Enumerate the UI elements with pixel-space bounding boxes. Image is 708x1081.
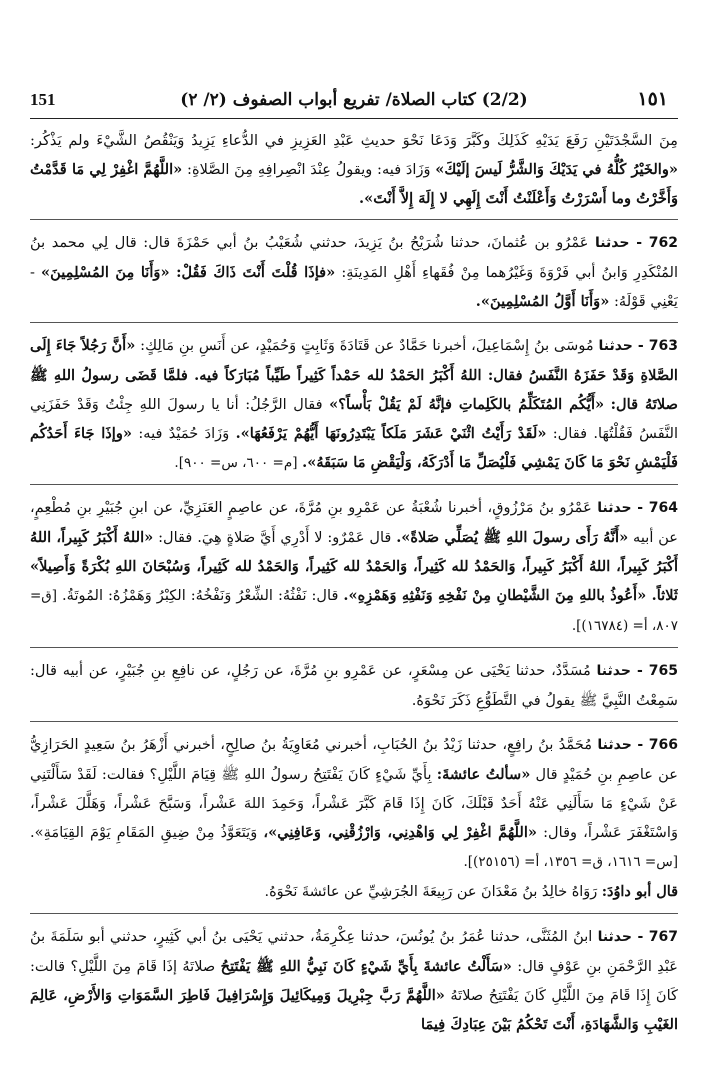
hadith-quote: «فإذَا قُلْتَ أَنْتَ ذَاكَ فَقُلْ: «وَأَنَا مِنَ المُسْلِمِينَ» (41, 264, 336, 281)
hadith-text: وَيَتَعَوَّذُ مِنْ ضِيقِ المَقَامِ يَوْمَ القِيَامَةِ». (30, 824, 258, 841)
page-header (20, 88, 688, 114)
hadith-763 (30, 331, 678, 478)
hadith-text: مُحَمَّدُ بنُ رافِعٍ، حدثنا زَيْدُ بنُ الحُبَابِ، أخبرني مُعَاوِيَةُ بنُ صالِحٍ، أخبرني أَزْهَرُ بنُ سَعِيدٍ الحَرَازِيُّ عن عاصِمِ بنِ حُمَيْدٍ قال (30, 736, 678, 783)
hadith-reference: [م= ٦٠٠، س= ٩٠٠]. (174, 455, 298, 471)
hadith-text: مُسَدَّدٌ، حدثنا يَحْيَى عن مِسْعَرٍ، عن عَمْرِو بنِ مُرَّةَ، عن رَجُلٍ، عن نافِعِ بنِ جُبَيْرٍ، عن أبيه قال: سَمِعْتُ النَّبِيَّ ﷺ يقولُ في التَّطَوُّعِ ذَكَرَ نَحْوَهُ. (30, 662, 678, 709)
note-label: قال أبو داوُدَ: (601, 883, 678, 900)
intro-text-1: مِنَ السَّجْدَتَيْنِ رَفَعَ يَدَيْهِ كَذَلِكَ وكَبَّرَ وَدَعَا نَحْوَ حديثِ عَبْدِ العَزِيزِ في الدُّعاءِ يَزِيدُ وَيَنْقُصُ الشَّيْءَ ولم يَذْكُر: (30, 132, 678, 149)
hadith-text: وَزَادَ حُمَيْدٌ فيه: (138, 425, 230, 442)
intro-paragraph (30, 126, 678, 213)
hadith-number: 762 - حدثنا (595, 235, 678, 251)
hadith-quote: «سَأَلْتُ عائشةَ بِأَيِّ شَيْءٍ كَانَ نَبِيُّ اللهِ ﷺ يَفْتَتِحُ (220, 958, 512, 975)
hadith-number: 765 - حدثنا (596, 663, 678, 679)
hadith-text: ابنُ المُثَنَّى، حدثنا عُمَرُ بنُ يُونُسَ، حدثنا عِكْرِمَةُ، حدثني يَحْيَى بنُ أبي كَثِيرٍ، حدثني أبو سَلَمَةَ بنُ عَبْدِ الرَّحْمَنِ بنِ عَوْفٍ قال: (30, 928, 678, 975)
hadith-quote: «اللَّهُمَّ اغْفِرْ لِي وَاهْدِنِي، وَارْزُقْنِي، وَعَافِنِي»، (263, 824, 538, 841)
hadith-number: 767 - حدثنا (597, 929, 678, 945)
divider (30, 322, 678, 323)
hadith-765 (30, 656, 678, 715)
intro-text-2: وَزَادَ فيه: ويقولُ عِنْدَ انْصِرافِهِ مِنَ الصَّلاةِ: (187, 161, 431, 178)
hadith-766 (30, 730, 678, 877)
header-rule (30, 118, 678, 119)
running-title: (2/2) كتاب الصلاة/ تفريع أبواب الصفوف (٢/ ٢) (180, 90, 528, 110)
hadith-text: قال: نَفْثُهُ: الشِّعْرُ وَنَفْخُهُ: الكِبْرُ وَهَمْزُهُ: المُوتَةُ. (62, 587, 339, 604)
hadith-quote: «وإذَا جَاءَ أَحَدُكُم فَلْيَمْشِ نَحْوَ مَا كَانَ يَمْشِي فَلْيُصَلِّ مَا أَدْرَكَهُ، وَلْيَقْضِ مَا سَبَقَهُ». (30, 425, 678, 471)
intro-quote-1: «والخَيْرُ كُلُّهُ في يَدَيْكَ وَالشَّرُّ لَيسَ إلَيْكَ» (435, 161, 678, 178)
divider (30, 647, 678, 648)
divider (30, 721, 678, 722)
intro-quote-2: «اللَّهُمَّ اغْفِرْ لِي مَا قَدَّمْتُ وَأَخَّرْتُ وما أَسْرَرْتُ وَأَعْلَنْتُ أَنْتَ إِلَهِي لا إِلَهَ إِلاَّ أَنْتَ». (30, 161, 678, 207)
abu-dawud-note (30, 877, 678, 907)
hadith-quote: «وَأَنَا أَوَّلُ المُسْلِمِينَ». (475, 293, 610, 310)
hadith-text: عَمْرُو بن عُثمانَ، حدثنا شُرَيْحُ بنُ يَزِيدَ، حدثني شُعَيْبُ بنُ أبي حَمْزَةَ قال: قال لِي محمد بنُ المُنْكَدِرِ وَابنُ أبي فَرْوَةَ وَغَيْرُهما مِنْ فُقَهاءِ أَهْلِ المَدِينَةِ: (30, 234, 678, 281)
hadith-quote: «أَنَّهُ رَأَى رسولَ اللهِ ﷺ يُصَلِّي صَلاةً». (396, 529, 629, 546)
divider (30, 219, 678, 220)
hadith-quote: «اللَّهُمَّ رَبَّ جِبْرِيلَ وَمِيكَائِيلَ وَإِسْرَافِيلَ فَاطِرَ السَّمَوَاتِ وَالأَرْضِ، عَالِمَ الغَيْبِ وَالشَّهَادَةِ، أَنْتَ تَحْكُمُ بَيْنَ عِبَادِكَ فِيمَا (30, 987, 678, 1033)
hadith-text: - يَعْنِي قَوْلَهُ: (30, 264, 678, 310)
hadith-number: 764 - حدثنا (597, 500, 678, 516)
hadith-762 (30, 228, 678, 316)
hadith-text: مُوسَى بنُ إِسْمَاعِيلَ، أخبرنا حَمَّادٌ عن قَتَادَةَ وَثَابِتٍ وَحُمَيْدٍ، عن أَنَسِ بنِ مَالِكٍ: (140, 337, 594, 354)
page-number-arabic: ١٥١ (637, 88, 668, 110)
hadith-text: صلاتَهُ إذَا قَامَ مِنَ اللَّيْلِ؟ قالت: كَانَ إِذَا قَامَ مِنَ اللَّيْلِ كَانَ يَفْتَتِحُ صلاتَهُ (30, 958, 678, 1004)
divider (30, 484, 678, 485)
hadith-text: عَمْرُو بنُ مَرْزُوقٍ، أخبرنا شُعْبَةُ عن عَمْرِو بنِ مُرَّةَ، عن عاصِمٍ العَنَزِيِّ، عن ابنِ جُبَيْرِ بنِ مُطْعِمٍ، عن أبيه (30, 499, 678, 546)
hadith-764 (30, 493, 678, 641)
page-body (30, 126, 678, 1075)
hadith-text: بِأَيِّ شَيْءٍ كَانَ يَفْتَتِحُ رسولُ اللهِ ﷺ قِيَامَ اللَّيْلِ؟ فقالت: لَقَدْ سَأَلْتَنِي عَنْ شَيْءٍ مَا سَأَلَنِي عَنْهُ أَحَدٌ قَبْلَكَ، كَانَ إِذَا قَامَ كَبَّرَ عَشْراً، وَحَمِدَ اللهَ عَشْراً، وَسَبَّحَ عَشْراً، وَهَلَّلَ عَشْراً، وَاسْتَغْفَرَ عَشْراً، وقال: (30, 766, 678, 841)
hadith-number: 766 - حدثنا (597, 737, 678, 753)
hadith-quote: «أَنَّ رَجُلاً جَاءَ إِلَى الصَّلاةِ وَقَدْ حَفَزَهُ النَّفَسُ فقال: اللهُ أَكْبَرُ الحَمْدُ لله حَمْداً كَثِيراً طَيِّباً مُبَارَكاً فيه. فلمَّا قَضَى رسولُ اللهِ ﷺ صلاتَهُ قال: (30, 337, 678, 413)
hadith-text: قال عَمْرٌو: لا أَدْرِي أَيَّ صَلاةٍ هِيَ. فقال: (158, 529, 392, 546)
divider (30, 913, 678, 914)
hadith-reference: [ق= ٨٠٧، أ= (١٦٧٨٤)]. (30, 588, 678, 634)
hadith-number: 763 - حدثنا (598, 338, 678, 354)
hadith-quote: «اللهُ أَكْبَرُ كَبِيراً، اللهُ أَكْبَرُ كَبِيراً، اللهُ أَكْبَرُ كَبِيراً، وَالحَمْدُ لله كَثِيراً، وَالحَمْدُ لله كَثِيراً، وَالحَمْدُ لله كَثِيراً، وَسُبْحَانَ اللهِ بُكْرَةً وَأَصِيلاً» ثَلاثاً. «أَعُوذُ باللهِ مِنَ الشَّيْطانِ مِنْ نَفْخِهِ وَنَفْثِهِ وَهَمْزِهِ». (30, 529, 678, 604)
hadith-quote: «لَقَدْ رَأَيْتُ اثْنَيْ عَشَرَ مَلَكاً يَبْتَدِرُونَهَا أَيُّهُمْ يَرْفَعُهَا». (235, 425, 547, 442)
note-text: رَوَاهُ خالِدُ بنُ مَعْدَانَ عن رَبِيعَةَ الجُرَشِيِّ عن عائشةَ نَحْوَهُ. (264, 884, 598, 900)
hadith-767 (30, 922, 678, 1039)
hadith-reference: [س= ١٦١٦، ق= ١٣٥٦، أ= (٢٥١٥٦)]. (463, 854, 678, 870)
page-number-latin: 151 (30, 90, 56, 109)
hadith-quote: «سألتُ عائشةَ: (436, 766, 531, 783)
hadith-quote: «أَيُّكُم المُتَكَلِّمُ بالكَلِماتِ فإنَّهُ لَمْ يَقُلْ بَأْساً؟» (329, 396, 605, 413)
hadith-text: فقال الرَّجُلُ: أنا يا رسولَ اللهِ جِئْتُ وَقَدْ حَفَزَنِي النَّفَسُ فَقُلْتُهَا. فقال: (30, 396, 678, 442)
